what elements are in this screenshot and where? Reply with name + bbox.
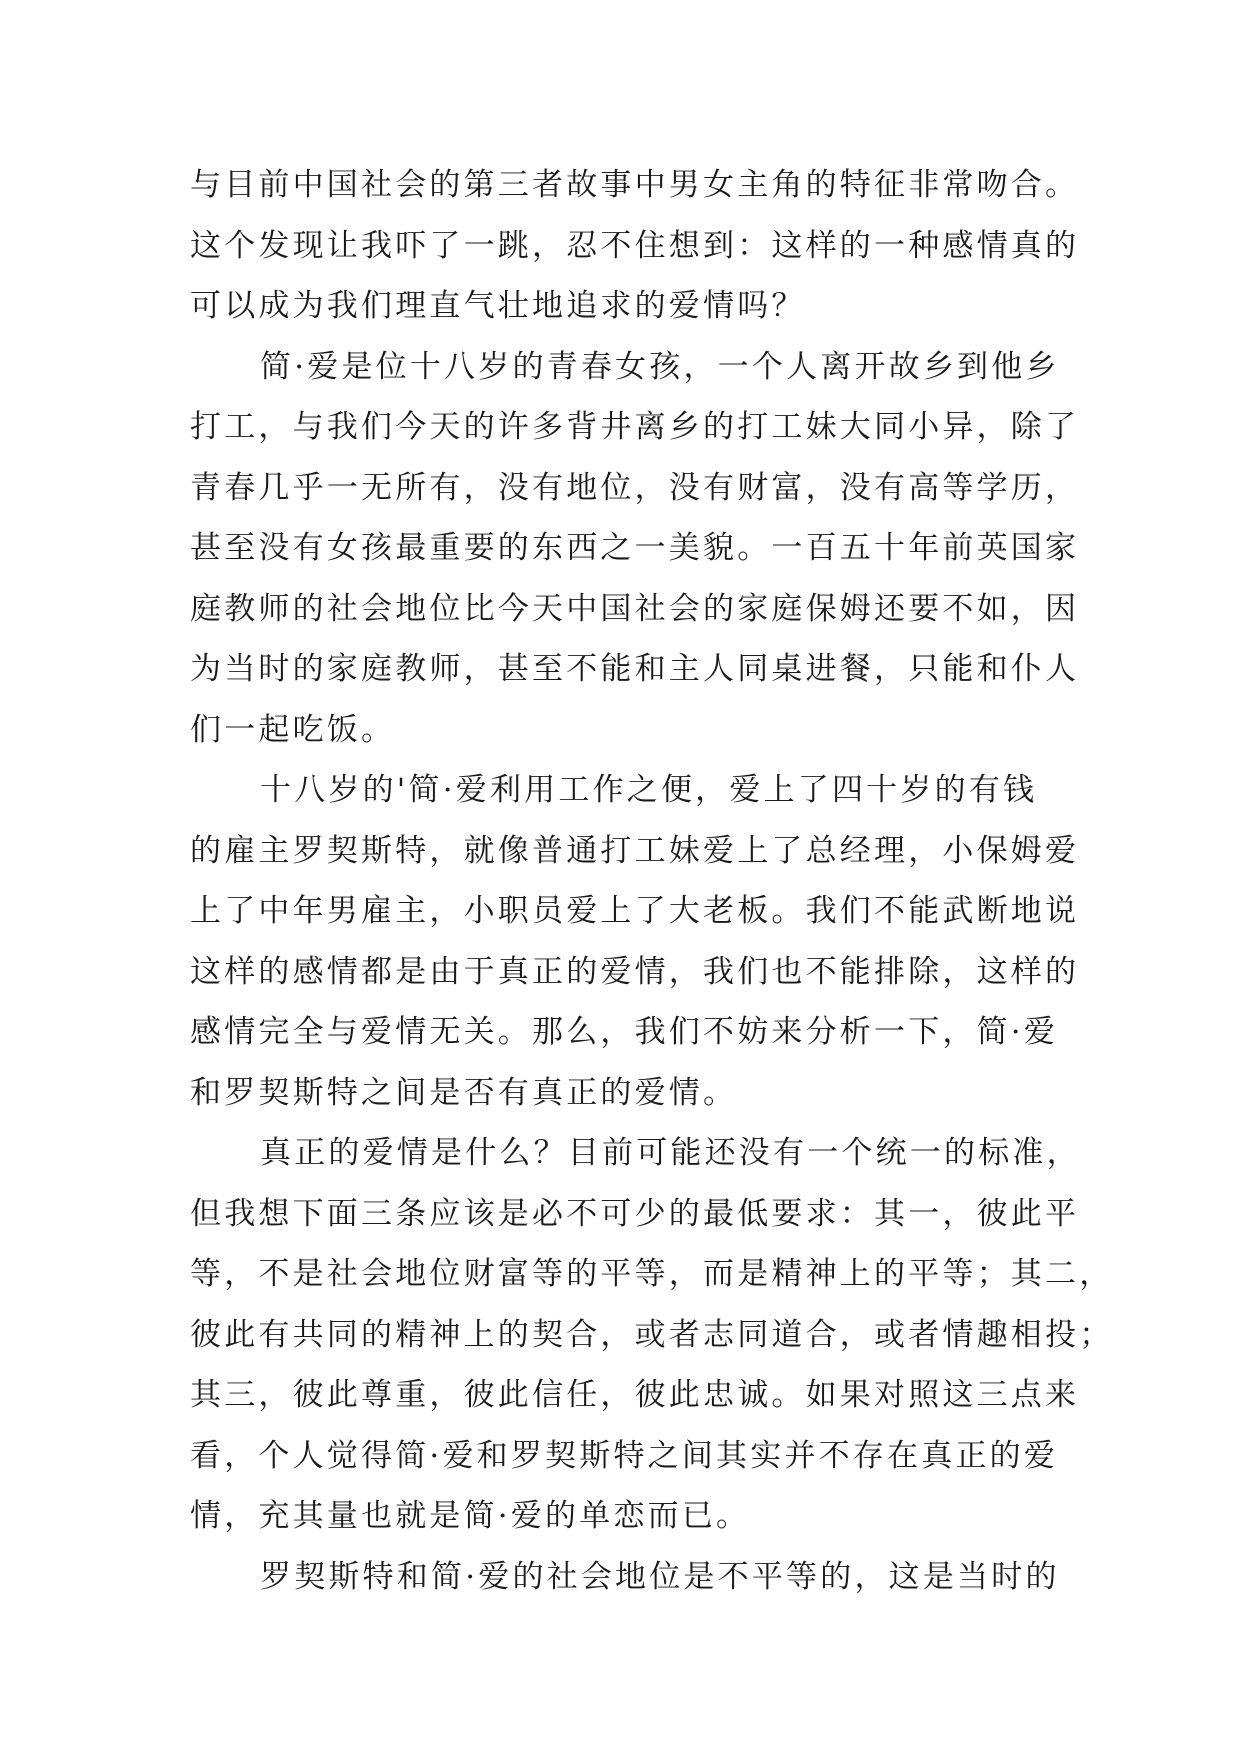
text-line: 等，不是社会地位财富等的平等，而是精神上的平等；其二，	[190, 1256, 1114, 1292]
text-line: 上了中年男雇主，小职员爱上了大老板。我们不能武断地说	[190, 893, 1080, 929]
text-line: 这个发现让我吓了一跳，忍不住想到：这样的一种感情真的	[190, 227, 1080, 264]
text-line: 彼此有共同的精神上的契合，或者志同道合，或者情趣相投；	[190, 1316, 1114, 1353]
text-line: 青春几乎一无所有，没有地位，没有财富，没有高等学历，	[190, 469, 1080, 506]
text-line: 庭教师的社会地位比今天中国社会的家庭保姆还要不如，因	[190, 590, 1080, 627]
paragraph-first-line: 十八岁的'简·爱利用工作之便，爱上了四十岁的有钱	[260, 772, 1038, 808]
text-line: 情，充其量也就是简·爱的单恋而已。	[190, 1498, 751, 1534]
text-line: 与目前中国社会的第三者故事中男女主角的特征非常吻合。	[190, 167, 1080, 203]
text-line: 可以成为我们理直气壮地追求的爱情吗？	[190, 288, 806, 324]
text-line: 感情完全与爱情无关。那么，我们不妨来分析一下，简·爱	[190, 1014, 1059, 1050]
text-line: 们一起吃饭。	[190, 711, 396, 748]
text-line: 其三，彼此尊重，彼此信任，彼此忠诚。如果对照这三点来	[190, 1377, 1080, 1413]
paragraph-first-line: 简·爱是位十八岁的青春女孩，一个人离开故乡到他乡	[260, 348, 1060, 385]
paragraph-first-line: 真正的爱情是什么？目前可能还没有一个统一的标准，	[260, 1135, 1081, 1171]
text-line: 的雇主罗契斯特，就像普通打工妹爱上了总经理，小保姆爱	[190, 832, 1080, 869]
text-line: 和罗契斯特之间是否有真正的爱情。	[190, 1074, 738, 1111]
text-line: 打工，与我们今天的许多背井离乡的打工妹大同小异，除了	[190, 409, 1080, 445]
text-line: 但我想下面三条应该是必不可少的最低要求：其一，彼此平	[190, 1195, 1080, 1232]
text-line: 看，个人觉得简·爱和罗契斯特之间其实并不存在真正的爱	[190, 1437, 1059, 1474]
text-line: 为当时的家庭教师，甚至不能和主人同桌进餐，只能和仆人	[190, 651, 1080, 687]
paragraph-first-line: 罗契斯特和简·爱的社会地位是不平等的，这是当时的	[260, 1558, 1060, 1595]
text-line: 这样的感情都是由于真正的爱情，我们也不能排除，这样的	[190, 953, 1080, 990]
body-text	[190, 155, 1114, 1607]
text-line: 甚至没有女孩最重要的东西之一美貌。一百五十年前英国家	[190, 530, 1080, 566]
